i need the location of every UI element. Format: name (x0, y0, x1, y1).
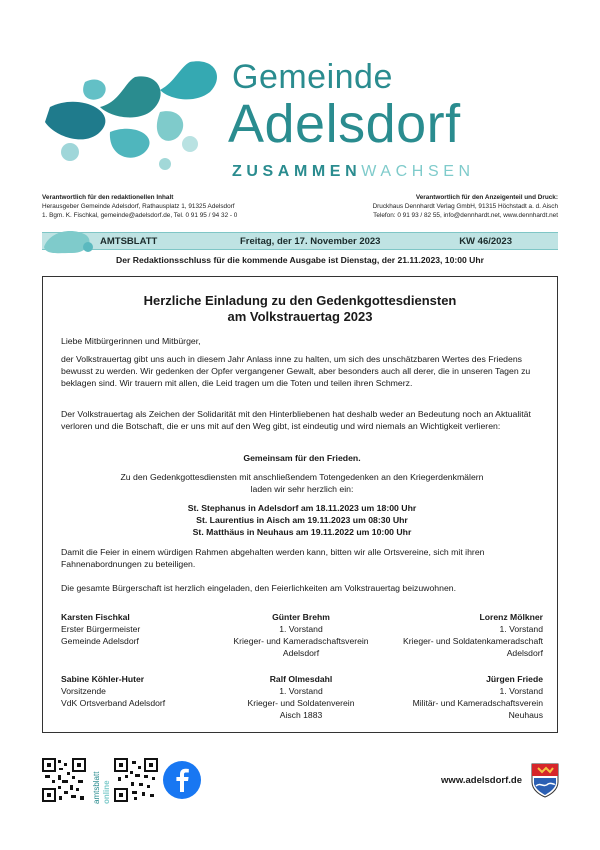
signature-name: Günter Brehm (272, 612, 330, 622)
invite-line-1: Zu den Gedenkgottesdiensten mit anschließendem Totengedenken an den Kriegerdenkmälern (120, 472, 484, 482)
facebook-icon[interactable] (163, 761, 201, 799)
signature-org: Krieger- und Kameradschaftsverein (233, 636, 369, 646)
signature (381, 611, 543, 659)
signature-place: Aisch 1883 (279, 710, 323, 720)
amtsblatt-bar (42, 232, 558, 250)
signature-role: Vorsitzende (61, 686, 106, 696)
signature-place: Neuhaus (508, 710, 543, 720)
article-title (43, 293, 557, 325)
brand-line-2: Adelsdorf (228, 94, 461, 154)
imprint-ads-line1: Druckhaus Dennhardt Verlag GmbH, 91315 Höchstadt a. d. Aisch (372, 203, 558, 210)
paragraph-2: Der Volkstrauertag als Zeichen der Solidarität mit den Hinterbliebenen hat deshalb weder an Bedeutung noch an Aktualität verloren und die Botschaft, die er uns mit auf den Weg gibt, ist eindeutig und wird niemals an Wichtigkeit verlieren: (61, 409, 531, 431)
coat-of-arms-icon (530, 762, 560, 798)
signature (381, 673, 543, 721)
imprint-ads-title: Verantwortlich für den Anzeigenteil und Druck: (415, 194, 558, 201)
signature-role: 1. Vorstand (499, 624, 543, 634)
bar-decoration-icon (42, 227, 94, 255)
tagline-part-b: WACHSEN (361, 163, 475, 180)
bar-label: AMTSBLATT (100, 236, 158, 247)
brand-line-1: Gemeinde (232, 58, 393, 96)
paragraph-4: Die gesamte Bürgerschaft ist herzlich eingeladen, den Feierlichkeiten am Volkstrauertag beizuwohnen. (61, 583, 457, 593)
signature-place: Adelsdorf (282, 648, 320, 658)
event-3: St. Matthäus in Neuhaus am 19.11.2022 um 10:00 Uhr (192, 527, 412, 537)
article-title-line1: Herzliche Einladung zu den Gedenkgottesdiensten (143, 293, 457, 308)
signature (61, 611, 221, 647)
gemeinde-logo-icon (40, 52, 230, 172)
signature-name: Lorenz Mölkner (479, 612, 543, 622)
imprint-editorial-title: Verantwortlich für den redaktionellen Inhalt (42, 194, 174, 201)
website-link[interactable]: www.adelsdorf.de (441, 775, 522, 786)
invite-line-2: laden wir sehr herzlich ein: (250, 484, 354, 494)
imprint-ads-line2: Telefon: 0 91 93 / 82 55, info@dennhardt.net, www.dennhardt.net (373, 212, 558, 219)
signature-org: Gemeinde Adelsdorf (61, 636, 139, 646)
signature-role: 1. Vorstand (499, 686, 543, 696)
vertical-label-a: amtsblatt (92, 771, 101, 804)
paragraph-1: der Volkstrauertag gibt uns auch in diesem Jahr Anlass inne zu halten, um sich des unschätzbaren Wertes des Friedens bewusst zu werden. Wir gedenken der Opfer vergangener Gewalt, aber besonders auch all derer, die in unseren Tagen zu beklagen sind. Wir trauern mit allen, die Leid tragen um die Toten und teilen ihren Schmerz. (61, 354, 531, 388)
imprint-editorial (42, 193, 237, 220)
signature-name: Sabine Köhler-Huter (61, 674, 145, 684)
event-2: St. Laurentius in Aisch am 19.11.2023 um 08:30 Uhr (196, 515, 408, 525)
qr-code-icon[interactable] (114, 758, 158, 802)
bar-date: Freitag, der 17. November 2023 (240, 236, 381, 247)
signature (221, 611, 381, 659)
article-box (42, 276, 558, 733)
signature-role: Erster Bürgermeister (61, 624, 141, 634)
signature-role: 1. Vorstand (279, 624, 323, 634)
signature-name: Jürgen Friede (486, 674, 543, 684)
signature (221, 673, 381, 721)
signature-name: Karsten Fischkal (61, 612, 130, 622)
signature-org: VdK Ortsverband Adelsdorf (61, 698, 166, 708)
signature (61, 673, 221, 709)
signature-org: Militär- und Kameradschaftsverein (412, 698, 543, 708)
brand-tagline (232, 163, 475, 181)
vertical-label-b: online (102, 780, 111, 804)
signature-org: Krieger- und Soldatenkameradschaft (403, 636, 543, 646)
event-1: St. Stephanus in Adelsdorf am 18.11.2023 um 18:00 Uhr (187, 503, 417, 513)
imprint-editorial-line2: 1. Bgm. K. Fischkal, gemeinde@adelsdorf.de, Tel. 0 91 95 / 94 32 - 0 (42, 212, 238, 219)
bar-week: KW 46/2023 (459, 236, 512, 247)
motto: Gemeinsam für den Frieden. (243, 453, 361, 463)
signature-org: Krieger- und Soldatenverein (247, 698, 355, 708)
amtsblatt-online-logo-icon (90, 756, 112, 806)
imprint-editorial-line1: Herausgeber Gemeinde Adelsdorf, Rathausplatz 1, 91325 Adelsdorf (42, 203, 235, 210)
paragraph-3: Damit die Feier in einem würdigen Rahmen abgehalten werden kann, bitten wir alle Ortsvereine, sich mit ihren Fahnenabordnungen zu beteiligen. (61, 547, 485, 569)
article-title-line2: am Volkstrauertag 2023 (227, 309, 373, 324)
greeting: Liebe Mitbürgerinnen und Mitbürger, (61, 336, 201, 346)
qr-code-icon[interactable] (42, 758, 86, 802)
editorial-deadline: Der Redaktionsschluss für die kommende Ausgabe ist Dienstag, der 21.11.2023, 10:00 Uhr (116, 255, 484, 265)
imprint-ads (373, 193, 558, 220)
signature-name: Ralf Olmesdahl (269, 674, 333, 684)
signature-place: Adelsdorf (506, 648, 543, 658)
signature-role: 1. Vorstand (279, 686, 323, 696)
tagline-part-a: ZUSAMMEN (232, 163, 362, 180)
